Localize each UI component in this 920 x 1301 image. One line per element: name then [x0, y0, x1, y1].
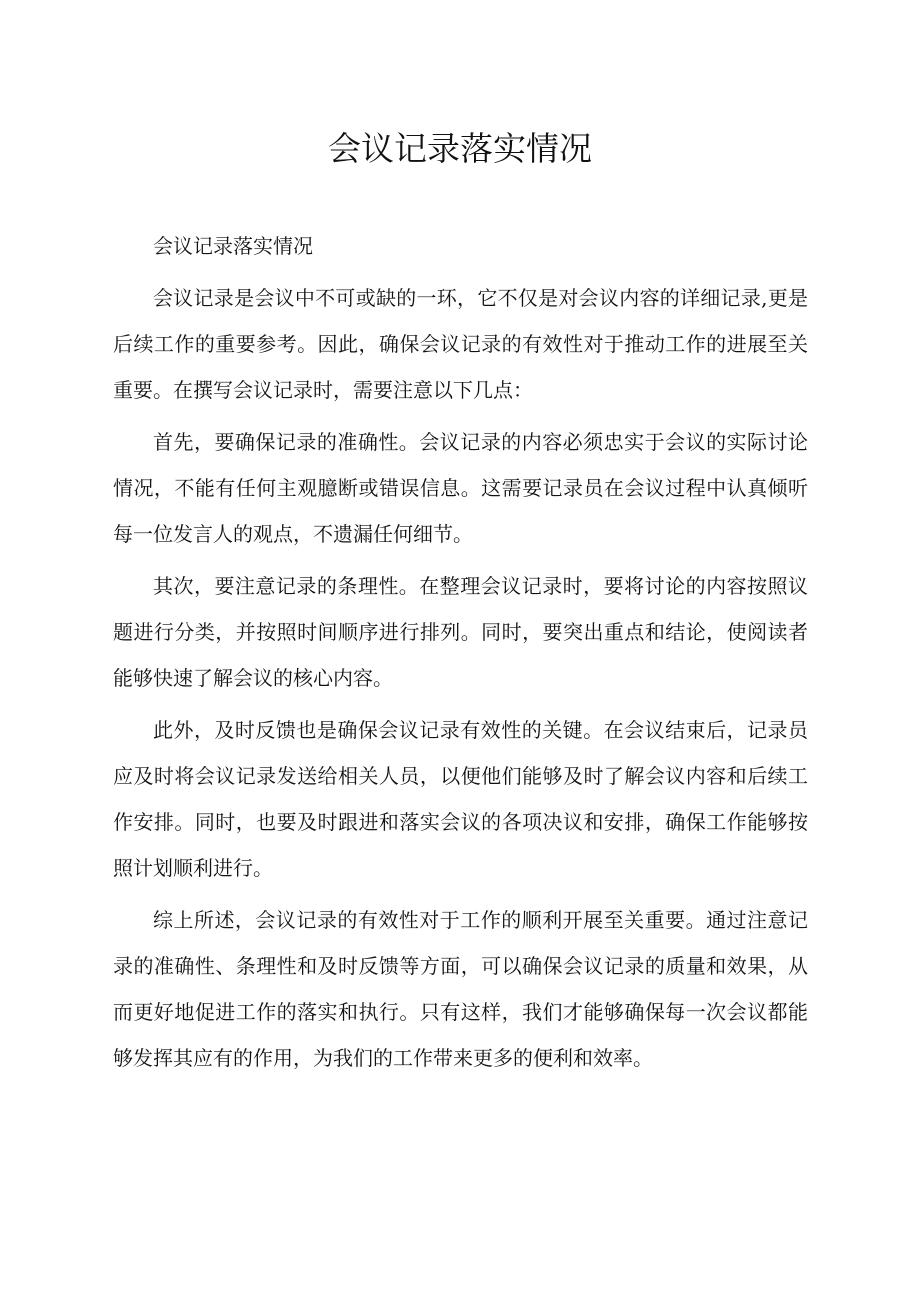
page-title: 会议记录落实情况 — [328, 129, 592, 168]
paragraph-intro: 会议记录是会议中不可或缺的一环，它不仅是对会议内容的详细记录,更是后续工作的重要参考。因此，确保会议记录的有效性对于推动工作的进展至关重要。在撰写会议记录时，需要注意以下几点： — [113, 286, 808, 402]
document-subtitle: 会议记录落实情况 — [153, 234, 313, 258]
paragraph-organization: 其次，要注意记录的条理性。在整理会议记录时，要将讨论的内容按照议题进行分类，并按照时间顺序进行排列。同时，要突出重点和结论，使阅读者能够快速了解会议的核心内容。 — [113, 574, 808, 690]
document-body — [113, 223, 808, 1087]
paragraph-accuracy: 首先，要确保记录的准确性。会议记录的内容必须忠实于会议的实际讨论情况，不能有任何主观臆断或错误信息。这需要记录员在会议过程中认真倾听每一位发言人的观点，不遗漏任何细节。 — [113, 430, 808, 546]
paragraph-feedback: 此外，及时反馈也是确保会议记录有效性的关键。在会议结束后，记录员应及时将会议记录发送给相关人员，以便他们能够及时了解会议内容和后续工作安排。同时，也要及时跟进和落实会议的各项决议和安排，确保工作能够按照计划顺利进行。 — [113, 718, 808, 880]
paragraph-conclusion: 综上所述，会议记录的有效性对于工作的顺利开展至关重要。通过注意记录的准确性、条理性和及时反馈等方面，可以确保会议记录的质量和效果，从而更好地促进工作的落实和执行。只有这样，我们才能够确保每一次会议都能够发挥其应有的作用，为我们的工作带来更多的便利和效率。 — [113, 908, 808, 1070]
